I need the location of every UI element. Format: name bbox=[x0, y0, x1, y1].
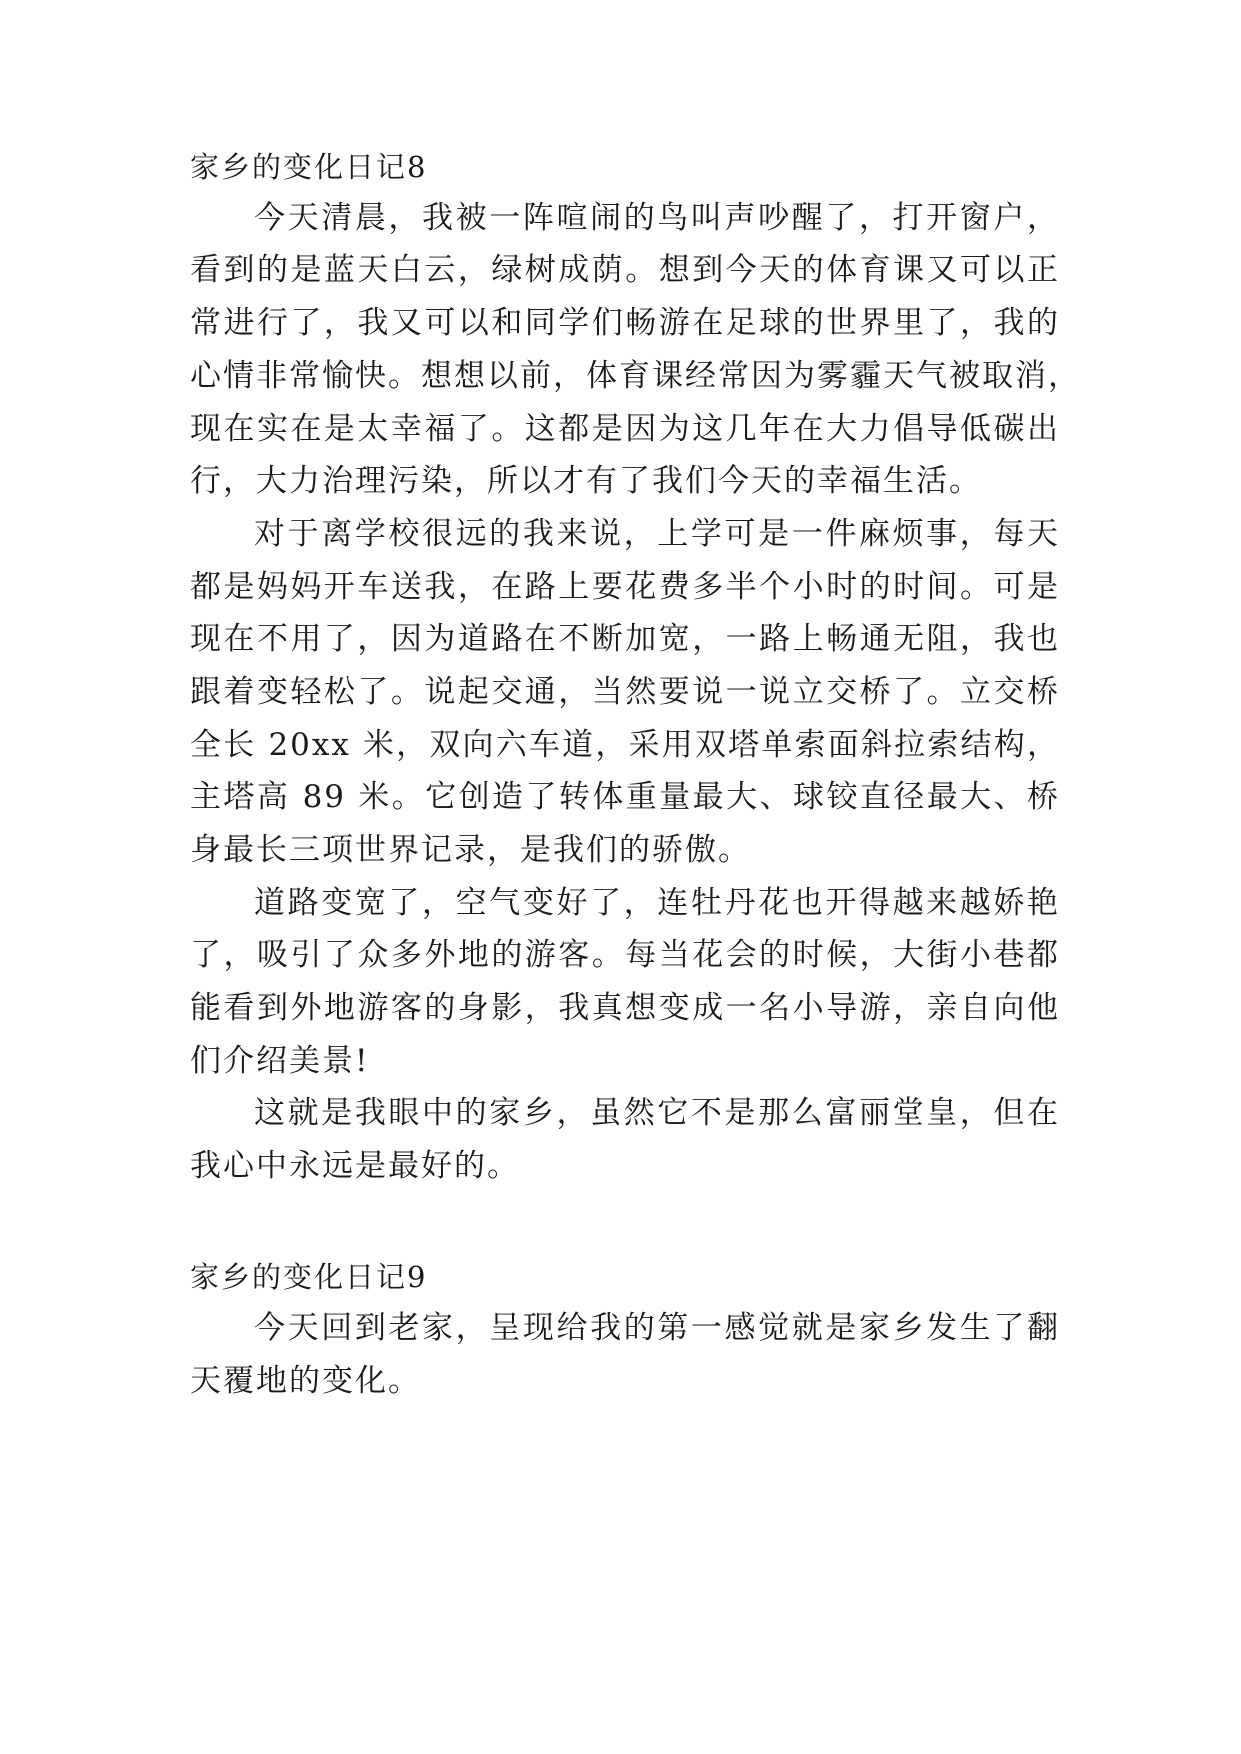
paragraph-line: 身最长三项世界记录，是我们的骄傲。 bbox=[190, 832, 751, 868]
paragraph-line: 全长 20xx 米，双向六车道，采用双塔单索面斜拉索结构， bbox=[190, 727, 1060, 763]
paragraph-line: 了，吸引了众多外地的游客。每当花会的时候，大街小巷都 bbox=[190, 937, 1060, 973]
paragraph-line: 对于离学校很远的我来说，上学可是一件麻烦事，每天 bbox=[254, 516, 1060, 552]
paragraph-line: 今天清晨，我被一阵喧闹的鸟叫声吵醒了，打开窗户， bbox=[254, 200, 1060, 236]
paragraph-line: 现在实在是太幸福了。这都是因为这几年在大力倡导低碳出 bbox=[190, 411, 1060, 447]
paragraph-line: 今天回到老家，呈现给我的第一感觉就是家乡发生了翻 bbox=[254, 1310, 1060, 1346]
paragraph-line: 现在不用了，因为道路在不断加宽，一路上畅通无阻，我也 bbox=[190, 621, 1060, 657]
paragraph-line: 行，大力治理污染，所以才有了我们今天的幸福生活。 bbox=[190, 463, 982, 499]
paragraph-line: 都是妈妈开车送我，在路上要花费多半个小时的时间。可是 bbox=[190, 569, 1060, 605]
paragraph-line: 们介绍美景! bbox=[190, 1043, 370, 1079]
section-title: 家乡的变化日记9 bbox=[190, 1260, 428, 1294]
paragraph-line: 主塔高 89 米。它创造了转体重量最大、球铰直径最大、桥 bbox=[190, 779, 1060, 815]
paragraph-line: 能看到外地游客的身影，我真想变成一名小导游，亲自向他 bbox=[190, 990, 1060, 1026]
paragraph-line: 这就是我眼中的家乡，虽然它不是那么富丽堂皇，但在 bbox=[254, 1095, 1060, 1131]
paragraph-line: 跟着变轻松了。说起交通，当然要说一说立交桥了。立交桥 bbox=[190, 674, 1060, 710]
paragraph-line: 道路变宽了，空气变好了，连牡丹花也开得越来越娇艳 bbox=[254, 885, 1060, 921]
paragraph-line: 看到的是蓝天白云，绿树成荫。想到今天的体育课又可以正 bbox=[190, 252, 1060, 288]
paragraph-line: 心情非常愉快。想想以前，体育课经常因为雾霾天气被取消， bbox=[190, 358, 1081, 394]
paragraph-line: 天覆地的变化。 bbox=[190, 1363, 421, 1399]
paragraph-line: 常进行了，我又可以和同学们畅游在足球的世界里了，我的 bbox=[190, 305, 1060, 341]
paragraph-line: 我心中永远是最好的。 bbox=[190, 1148, 520, 1184]
section-title: 家乡的变化日记8 bbox=[190, 150, 428, 184]
